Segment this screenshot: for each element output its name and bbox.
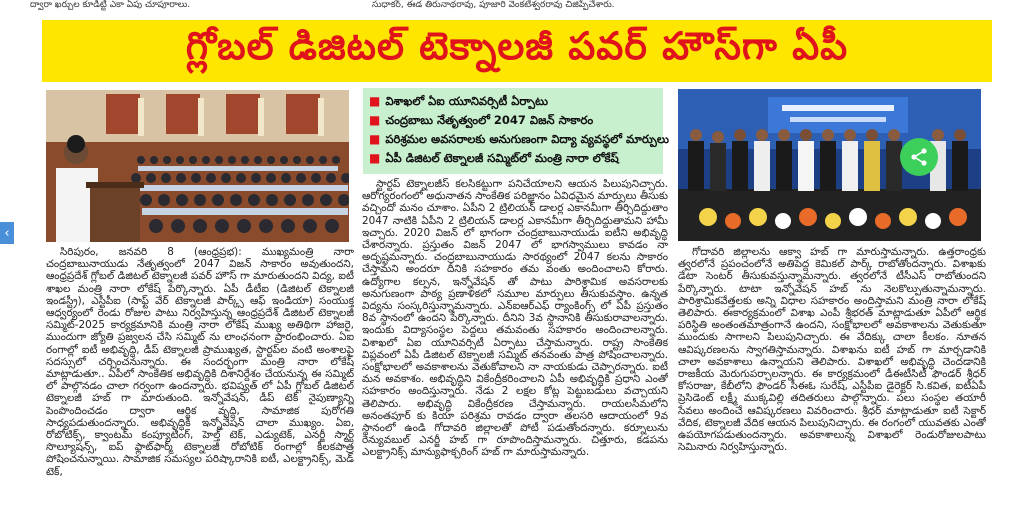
highlight-item (369, 92, 657, 111)
article-paragraph: స్టార్టప్ టెక్నాలజీస్ కలసికట్టుగా పనిచేయాలని ఆయన పిలుపునిచ్చారు. ఆరోగ్యరంగంలో అధునాతన సాంకేతిక పరిజ్ఞానం ఏవిధమైన మార్పులు తీసుకు వచ్చిందో మనం చూశాం. ఏపీని 2 ట్రిలియన్ డాలర్ల ఎకానమీగా తీర్చిదిద్దుతాం 2047 నాటికి ఏపీని 2 ట్రిలియన్ డాలర్ల ఎకానమీగా తీర్చిదిద్దుతామని హామీ ఇచ్చారు. 2020 విజన్ లో భాగంగా చంద్రబాబునాయుడు ఐటీని అభివృద్ధి చేశారన్నారు. ప్రస్తుతం విజన్ 2047 లో భాగస్వాములు కావడం నా అదృష్టమన్నారు. చంద్రబాబునాయుడు సారథ్యంలో 2047 కలను సాకారం చేస్తామని అందరూ దీనికి సహకారం తమ వంతు అందించాలని కోరారు. ఉద్యోగాల కల్పన, ఇన్నోవేషన్ తో పాటు పారిశ్రామిక అవసరాలకు అనుగుణంగా పాఠ్య ప్రణాళికలో సమూల మార్పులు తీసుకువస్తాం. ఉన్నత విద్యను సంస్కరిస్తున్నామన్నారు. ఎన్ఐఆర్ఎఫ్ ర్యాంకింగ్స్ లో ఏపీ ప్రస్తుతం 8వ స్థానంలో ఉందని పేర్కొన్నారు. దీనిని 3వ స్థానానికి తీసుకురావాలన్నారు. ఇందుకు విద్యాసంస్థల పెద్దలు తమవంతు సహకారం అందించాలన్నారు. విశాఖలో ఏఐ యూనివర్సిటీ ఏర్పాటు చేస్తామన్నారు. రాష్ట్ర సాంకేతిక విప్లవంలో ఏపీ డిజిటల్ టెక్నాలజీ సమ్మిట్ తనవంతు పాత్ర పోషించాలన్నారు. సంక్షోభాలలో అవకాశాలను వెతుకోవాలని నా నాయకుడు చెప్పారన్నారు. ఐటీ మన అవకాశం. అభివృద్ధిని వికేంద్రీకరించాలని ఏపీ అభివృద్ధికి ప్రధాని ఎంతో సహకారం అందిస్తున్నారు. నేడు 2 లక్షల కోట్ల పెట్టుబడులు వచ్చాయని తెలిపారు. అభివృద్ధి వికేంద్రీకరణ చేస్తామన్నారు. రాయలసీమలోని అనంతపూర్ కు కియా పరిశ్రమ రావడం ద్వారా తలసరి ఆదాయంలో 9వ స్థానంలో ఉండి గోదావరి జిల్లాలతో పోటీ పడుతోందన్నారు. కర్నూలును రెన్యువబుల్ ఎనర్జీ హబ్ గా రూపొందిస్తామన్నారు. చిత్తూరు, కడపను ఎలక్ట్రానిక్స్ మాన్యుఫాక్చరింగ్ హబ్ గా మారుస్తామన్నారు. (362, 178, 668, 459)
highlight-item (369, 149, 657, 168)
previous-article-strip (0, 0, 1017, 14)
bullet-icon: ■ (369, 113, 381, 127)
previous-article-right-text: సుధాకర్, ఈడ తిరునాథరావు, పూజారి వెంకటేశ్వరరావు చిజిప్పేచేశారు. (372, 0, 615, 10)
auditorium-photo (46, 90, 349, 242)
previous-page-button[interactable] (0, 222, 14, 244)
article-headline: గ్లోబల్ డిజిటల్ టెక్నాలజీ పవర్ హౌస్‌గా ఏపీ (185, 24, 849, 68)
bullet-icon: ■ (369, 94, 381, 108)
highlight-text: చంద్రబాబు నేతృత్వంలో 2047 విజన్ సాకారం (385, 113, 594, 127)
headline-banner (42, 20, 992, 82)
article-column-2 (362, 178, 668, 508)
bullet-icon: ■ (369, 151, 381, 165)
chevron-left-icon: ‹ (4, 225, 10, 241)
previous-article-left-text: ద్వారా ఖర్చుల కూడిట్టి ఎకా ఏపు చూపూరాలు. (30, 0, 191, 10)
bullet-icon: ■ (369, 132, 381, 146)
article-column-1 (46, 246, 354, 508)
share-button[interactable] (900, 138, 938, 176)
article-column-3 (678, 246, 986, 508)
highlight-text: పరిశ్రమల అవసరాలకు అనుగుణంగా విద్యా వ్యవస్థలో మార్పులు (385, 132, 669, 146)
highlight-text: ఏపీ డిజిటల్ టెక్నాలజీ సమ్మిట్‌లో మంత్రి నారా లోకేష్ (385, 151, 619, 165)
share-icon (909, 147, 929, 167)
highlight-item (369, 111, 657, 130)
article-paragraph: గోదావరి జిల్లాలను ఆక్వా హబ్ గా మారుస్తామన్నారు. ఉత్తరాంధ్రకు త్వరలోనే ప్రపంచంలోనే అతిపెద్ద కెమికల్ పార్క్ రాబోతోందన్నారు. విశాఖకు డేటా సెంటర్ తీసుకువస్తున్నామన్నారు. త్వరలోనే టీసీఎస్ రాబోతుందని పేర్కొన్నారు. టాటా ఇన్నోవేషన్ హబ్ ను నెలకొల్పుతున్నామన్నారు. పారిశ్రామికవేత్తలకు అన్ని విధాల సహకారం అందిస్తామని మంత్రి నారా లోకేష్ తెలిపారు. ఈకార్యక్రమంలో విశాఖ ఎంపీ శ్రీభరత్ మాట్లాడుతూ ఏపీలో ఆర్థిక పరిస్థితి అంతంతమాత్రంగానే ఉందని, సంక్షోభాలలో అవకాశాలను వెతుకుతూ ముందుకు సాగాలని పిలుపునిచ్చారు. ఈ వేదిక్కు చాలా కీలకం. నూతన ఆవిష్కరణలను స్వాగతిస్తామన్నారు. విశాఖను ఐటీ హబ్ గా మార్చడానికి చాలా అవకాశాలు ఉన్నాయని తెలిపారు. విశాఖలో అభివృద్ధి చెందడానికి రాజకీయ మెరుగుపర్చాలన్నారు. ఈ కార్యక్రమంలో డీఈటీసిటీ ఫౌండర్ శ్రీధర్ కోసరాజు, కేబీలోని ఫౌండర్ సీఈఓ సురేష్, ఎస్టీపీఐ డైరెక్టర్ సి.కవిత, ఐటీఏపీ ప్రెసిడెంట్ లక్ష్మీ ముక్కవిల్లి తదితరులు పాల్గొన్నారు. పలు సంస్థల తయారీ సేవలు అందించే ఆవిష్కరణలు వివరించారు. శ్రీధర్ మాట్లాడుతూ ఐటీ సెక్టార్ వేదిక, టెక్నాలజీ వేదిక ఆయన పిలుపునిచ్చారు. ఈ రంగంలో యువతకు ఎంతో ఉపయోగపడుతుందన్నారు. అవకాశాలున్న విశాఖలో రెండురోజులపాటు సెమినారు నిర్వహిస్తున్నారు. (678, 246, 986, 454)
highlight-item (369, 130, 669, 149)
article-paragraph: సిరిపురం, జనవరి 8 (ఆంధ్రప్రభ): ముఖ్యమంత్రి నారా చంద్రబాబునాయుడు నేతృత్వంలో 2047 విజన్ సాకారం అవుతుందని, ఆంధ్రప్రదేశ్ గ్లోబల్ డిజిటల్ టెక్నాలజీ పవర్ హౌస్ గా మారుతుందని విద్య, ఐటీ శాఖల మంత్రి నారా లోకేష్ పేర్కొన్నారు. ఏపీ డీటీఐ (డిజిటల్ టెక్నాలజీ ఇండస్ట్రీ), ఎస్టీపీఐ (సాఫ్ట్ వేర్ టెక్నాలజీ పార్క్స్ ఆఫ్ ఇండియా) సంయుక్త ఆధ్వర్యంలో రెండు రోజుల పాటు నిర్వహిస్తున్న ఆంధ్రప్రదేశ్ డిజిటల్ టెక్నాలజీ సమ్మిట్-2025 కార్యక్రమానికి మంత్రి నారా లోకేష్ ముఖ్య అతిథిగా హాజరై, ముందుగా జ్యోతి ప్రజ్వలన చేసి సమ్మిట్ ను లాంఛనంగా ప్రారంభించారు. ఏఐ రంగాల్లో ఐటీ అభివృద్ధి, డీప్ టెక్నాలజీ ప్రాముఖ్యత, స్టార్టప్‌ల వంటి అంశాలపై సదస్సులో చర్చించనున్నారు. ఈ సందర్భంగా మంత్రి నారా లోకేష్ మాట్లాడుతూ.. ఏపీలో సాంకేతిక అభివృద్ధికి దిశానిర్దేశం చేయనున్న ఈ సమ్మిట్ లో పాల్గొనడం చాలా గర్వంగా ఉందన్నారు. భవిష్యత్ లో ఏపీ గ్లోబల్ డిజిటల్ టెక్నాలజీ హబ్ గా మారుతుంది. ఇన్నోవేషన్, డీప్ టెక్ నైపుణ్యాన్ని పెంపొందించడం ద్వారా ఆర్థిక వృద్ధి, సామాజిక పురోగతి సాధ్యపడుతుందన్నారు. అభివృద్ధికి ఇన్నోవేషన్ చాలా ముఖ్యం. ఏఐ, రోబోటిక్స్, క్వాంటమ్ కంప్యూటింగ్, హెల్త్ టెక్, ఎడ్యుటెక్, ఎనర్జీ స్మార్ట్ సొల్యూషన్స్, ఐప్ ఫ్లాట్‌ఫార్మ్ టెక్నాలజీ రోబోటిక్ రంగాల్లో కీలకపాత్ర పోషించనున్నాయి. సామాజిక సమస్యల పరిష్కారానికి ఐటీ, ఎలక్ట్రానిక్స్, మెడ్ టెక్, (46, 246, 354, 478)
highlights-box (363, 88, 669, 174)
highlight-text: విశాఖలో ఏఐ యూనివర్సిటీ ఏర్పాటు (385, 94, 548, 108)
